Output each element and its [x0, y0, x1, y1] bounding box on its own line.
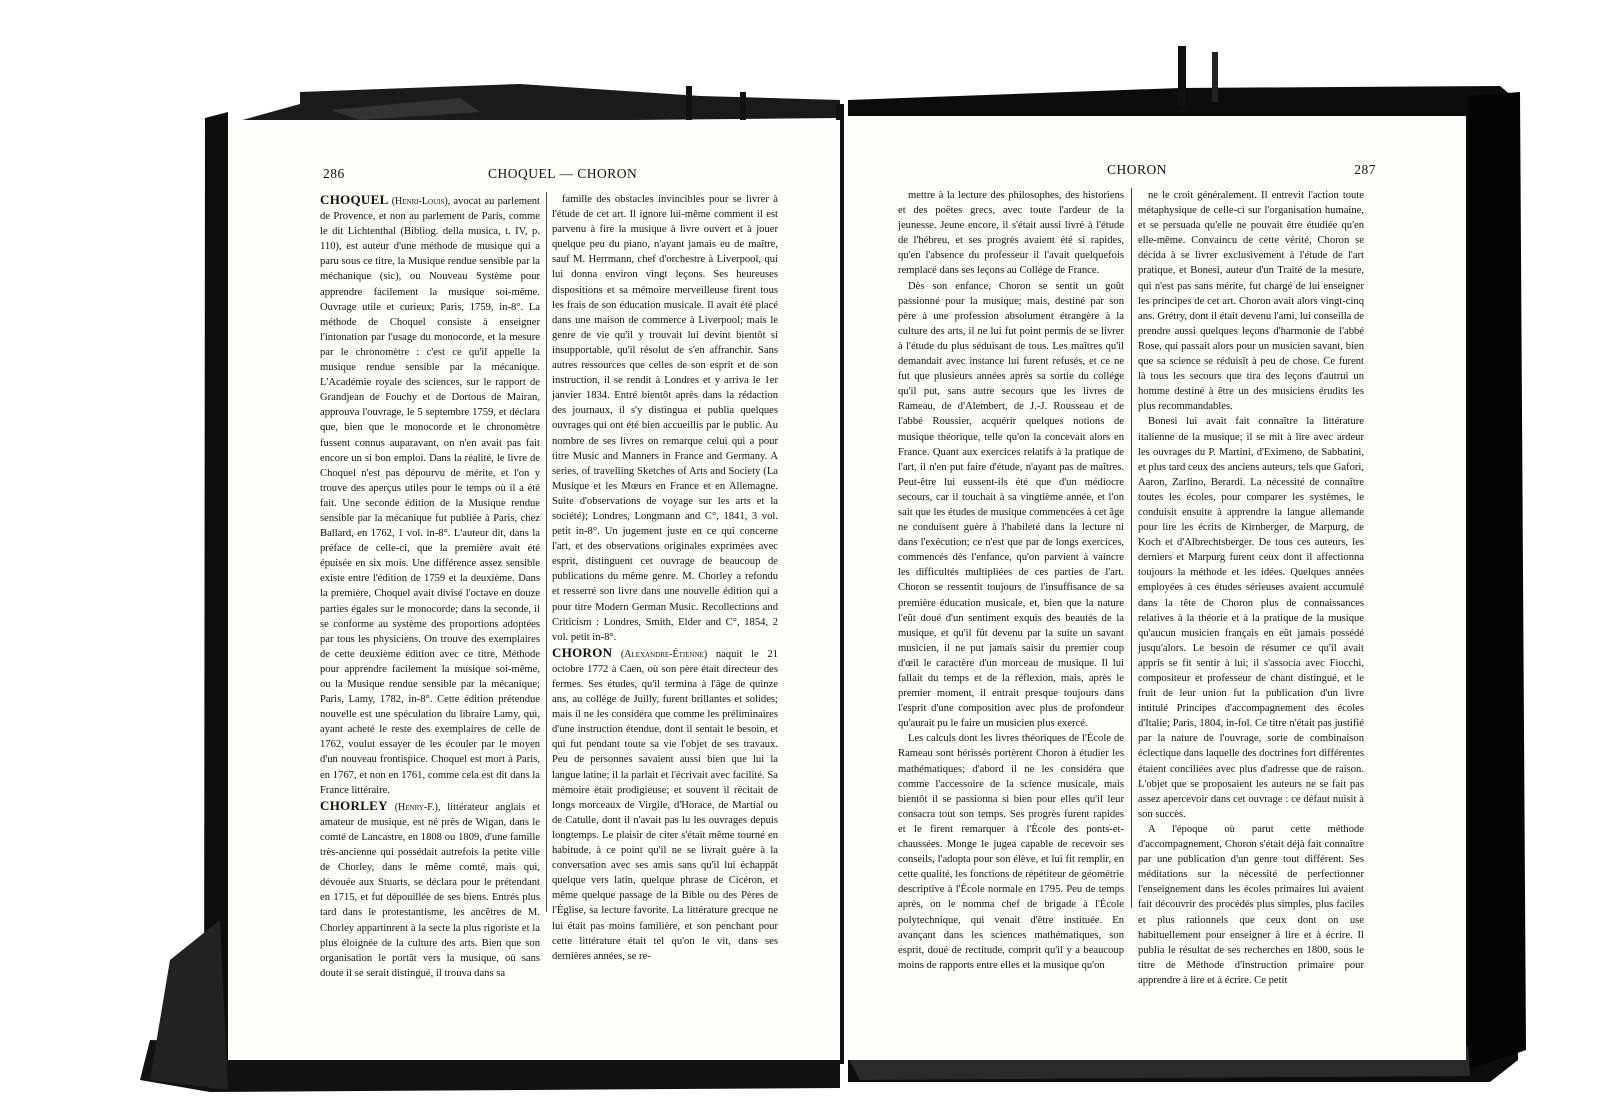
- entry-name: (Alexandre-Étienne): [612, 648, 716, 660]
- column-rule: [546, 192, 547, 912]
- entry-text: littérateur anglais et amateur de musique, est né près de Wigan, dans le comté de Lancastre, en 1808 ou 1809, d'une famille très-ancienne qui possédait autrefois la petite ville de Chorley, dans le même comté, mais qui, dévouée aux Stuarts, se déclara pour le prétendant en 1715, et fut dépouillée de ses biens. Entrés plus tard dans le protestantisme, les ancêtres de M. Chorley appartinrent à la secte la plus rigoriste et la plus éloignée de la culture des arts. Bien que son organisation le portât vers la musique, où sans doute il se serait distingué, il trouva dans sa: [320, 801, 540, 979]
- running-title: CHORON: [1106, 162, 1167, 177]
- running-head: [228, 166, 840, 186]
- paragraph: ne le croit généralement. Il entrevit l'action toute métaphysique de celle-ci sur l'organisation humaine, et se persuada qu'elle ne pouvait être étudiée qu'en elle-même. Convaincu de cette vérité, Choron se décida à se livrer exclusivement à l'étude de l'art pratique, et Bonesi, auteur d'un Traité de la mesure, qui n'est pas sans mérite, fut chargé de lui enseigner les principes de cet art. Choron avait alors vingt-cinq ans. Grétry, dont il était devenu l'ami, lui conseilla de prendre aussi quelques leçons d'harmonie de l'abbé Rose, qui passait alors pour un musicien savant, bien que sa science se réduisît à peu de chose. Ce furent là tous les secours que tira des leçons d'autrui un homme destiné à être un des musiciens érudits les plus recommandables.: [1138, 190, 1364, 413]
- paragraph: A l'époque où parut cette méthode d'accompagnement, Choron s'était déjà fait connaître par une publication d'un genre tout différent. Ses méditations sur la nécessité de perfectionner l'enseignement dans les écoles primaires lui avaient fait découvrir des procédés plus simples, plus faciles et plus rationnels que ceux dont on use habituellement pour enseigner à lire et à écrire. Il publia le résultat de ses recherches en 1800, sous le titre de Méthode d'instruction primaire pour apprendre à lire et à écrire. Ce petit: [1138, 823, 1364, 986]
- dictionary-entry: [552, 645, 778, 964]
- entry-headword: CHORLEY: [320, 797, 388, 813]
- running-title: CHOQUEL — CHORON: [488, 166, 638, 181]
- page-number: 286: [323, 166, 345, 181]
- column-right: [552, 192, 778, 964]
- page-number: 287: [1354, 162, 1376, 177]
- paragraph: famille des obstacles invincibles pour se livrer à l'étude de cet art. Il ignore lui-même comment il est parvenu à fire la musique à livre ouvert et à jouer quelque peu du piano, n'ayant jamais eu de maître, sauf M. Herrmann, chef d'orchestre à Liverpool, qui lui donna environ vingt leçons. Ses heureuses dispositions et sa mémoire merveilleuse firent tous les frais de son éducation musicale. Il avait été placé dans une maison de commerce à Liverpool; mais le genre de vie qu'il y trouvait lui devint bientôt si insupportable, qu'il résolut de s'en affranchir. Sans autres ressources que celles de son esprit et de son instruction, il se rendit à Londres et y arriva le 1er janvier 1834. Entré bientôt après dans la rédaction des journaux, il s'y distingua et publia quelques ouvrages qui ont été bien accueillis par le public. Au nombre de ses livres on remarque celui qui a pour titre Music and Manners in France and Germany. A series, of travelling Sketches of Arts and Society (La Musique et les Mœurs en France et en Allemagne. Suite d'observations de voyage sur les arts et la société); Londres, Longmann and C°, 1841, 3 vol. petit in-8°. Un jugement juste en ce qui concerne l'art, et des observations originales exprimées avec esprit, distinguent cet ouvrage de beaucoup de publications du même genre. M. Chorley a refondu et resserré son livre dans une nouvelle édition qui a pour titre Modern German Music. Recollections and Criticism : Londres, Smith, Elder and C°, 1854, 2 vol. petit in-8°.: [552, 194, 778, 643]
- column-rule: [1131, 188, 1132, 908]
- entry-headword: CHORON: [552, 644, 613, 660]
- left-page: [228, 120, 840, 1060]
- right-page: [848, 116, 1466, 1060]
- entry-headword: CHOQUEL: [320, 192, 389, 207]
- paragraph: Les calculs dont les livres théoriques de l'École de Rameau sont hérissés portèrent Choron à étudier les mathématiques; d'abord il ne les considéra que comme l'accessoire de la science musicale, mais bientôt il se passionna si bien pour elles qu'il leur consacra tout son temps. Ses progrès furent rapides et le firent remarquer à l'École des ponts-et-chaussées. Monge le jugea capable de recevoir ses conseils, l'adopta pour son élève, et lui fit remplir, en cette qualité, les fonctions de répétiteur de géométrie descriptive à l'École normale en 1795. Peu de temps après, on le nomma chef de brigade à l'École polytechnique, qui venait d'être instituée. En avançant dans les sciences mathématiques, son esprit, doué de rectitude, comprit qu'il y a beaucoup moins de rapports entre elles et la musique qu'on: [898, 733, 1124, 971]
- running-head: [848, 162, 1466, 182]
- entry-text: naquit le 21 octobre 1772 à Caen, où son père était directeur des fermes. Ses études, qu'il termina à l'âge de quinze ans, au collège de Juilly, furent brillantes et solides; mais il ne les considéra que comme les préliminaires d'une instruction étendue, dont il sentait le besoin, et qui fut pendant toute sa vie l'objet de ses travaux. Peu de personnes savaient aussi bien que lui la langue latine; il la parlait et l'écrivait avec facilité. Sa mémoire était prodigieuse; et souvent il récitait de longs morceaux de Virgile, d'Horace, de Martial ou de Catulle, dont il n'avait pas lu les ouvrages depuis longtemps. Le plaisir de citer s'était même tourné en habitude, à ce point qu'il ne se livrait guère à la conversation avec ses amis sans qu'il lui échappât quelque vers latin, quelque phrase de Cicéron, et même quelque passage de la Bible ou des Pères de l'Église, sa lecture favorite. La littérature grecque ne lui était pas moins familière, et son penchant pour cette littérature était tel qu'on le vit, dans ses dernières années, se re-: [552, 648, 779, 962]
- dictionary-entry: [320, 798, 540, 981]
- entry-text: avocat au parlement de Provence, et non au parlement de Paris, comme le dit Lichtenthal (Bibliog. della musica, t. IV, p. 110), est auteur d'une méthode de musique qui a paru sous ce titre, la Musique rendue sensible par la méchanique (sic), ou Nouveau Système pour apprendre facilement la musique soi-même. Ouvrage utile et curieux; Paris, 1759, in-8°. La méthode de Choquel consiste à enseigner l'intonation par l'usage du monocorde, et la mesure par le chronomètre : c'est ce qu'il appelle la musique rendue sensible par la mécanique. L'Académie royale des sciences, sur le rapport de Grandjean de Fouchy et de Dortous de Mairan, approuva l'ouvrage, le 5 septembre 1759, et déclara que, bien que le monocorde et le chronomètre fussent connus auparavant, on n'en avait pas fait encore un si bon emploi. Dans la réalité, le livre de Choquel n'est pas dépourvu de mérite, et l'on y trouve des aperçus utiles pour le temps où il a été fait. Une seconde édition de la Musique rendue sensible par la mécanique fut publiée à Paris, chez Ballard, en 1762, 1 vol. in-8°. L'auteur dit, dans la préface de celle-ci, que la première avait été épuisée en six mois. Une différence assez sensible existe entre l'édition de 1759 et la deuxième. Dans la première, Choquel avait divisé l'octave en douze parties égales sur le monocorde; dans la seconde, il se conforme au système des proportions adoptées par tous les physiciens. On trouve des exemplaires de cette deuxième édition avec ce titre, Méthode pour apprendre facilement la musique soi-même, ou la Musique rendue sensible par la mécanique; Paris, Lamy, 1782, in-8°. Cette édition prétendue nouvelle est une spéculation du libraire Lamy, qui, ayant acheté le reste des exemplaires de celle de 1762, voulut essayer de les écouler par le moyen d'un nouveau frontispice. Choquel est mort à Paris, en 1767, et non en 1761, comme cela est dit dans la France littéraire.: [320, 196, 540, 796]
- paragraph: Bonesi lui avait fait connaître la littérature italienne de la musique; il se mit à lire avec ardeur les ouvrages du P. Martini, d'Eximeno, de Sabbatini, et plus tard ceux des anciens auteurs, tels que Gafori, Aaron, Zarlino, Berardi. La nécessité de connaître toutes les écoles, pour comparer les systèmes, le conduisit ensuite à apprendre la langue allemande pour lire les écrits de Kirnberger, de Marpurg, de Koch et d'Albrechtsberger. De tous ces auteurs, les derniers et Marpurg furent ceux dont il affectionna toujours la méthode et les idées. Quelques années employées à ces études sérieuses avaient accumulé dans la tête de Choron plus de connaissances relatives à la théorie et à la pratique de la musique qu'aucun musicien français en eût jamais possédé jusqu'alors. Le besoin de résumer ce qu'il avait appris se fit sentir à lui; il s'associa avec Fiocchi, compositeur et professeur de chant distingué, et le fruit de leur union fut la publication d'un livre intitulé Principes d'accompagnement des écoles d'Italie; Paris, 1804, in-fol. Ce titre n'était pas justifié par la nature de l'ouvrage, sorte de combinaison éclectique dans laquelle des doctrines fort différentes étaient conciliées avec plus d'adresse que de raison. L'objet que se proposaient les auteurs ne se fait pas assez apercevoir dans cet ouvrage : ce défaut nuisit à son succès.: [1138, 416, 1364, 820]
- dictionary-entry: [320, 192, 540, 798]
- column-left: [320, 192, 540, 981]
- paragraph: Dès son enfance, Choron se sentit un goût passionné pour la musique; mais, destiné par son père à une profession absolument étrangère à la culture des arts, il ne lui fut point permis de se livrer à l'étude du plus séduisant de tous. Les maîtres qu'il demandait avec instance lui furent refusés, et ce ne fut que plusieurs années après sa sortie du collége qu'il put, sans autre secours que les livres de Rameau, de d'Alembert, de J.-J. Rousseau et de l'abbé Roussier, acquérir quelques notions de musique théorique, telle qu'on la concevait alors en France. Quant aux exercices relatifs à la pratique de l'art, il n'en put faire d'étude, n'ayant pas de maîtres. Peut-être lui eussent-ils été que d'un médiocre secours, car il touchait à sa vingtième année, et l'on sait que les études de musique commencées à cet âge ne conduisent guère à l'habileté dans la lecture ni dans l'exécution; ce n'est que par de longs exercices, commencés dès l'enfance, qu'on parvient à vaincre les difficultés multipliées de ces parties de l'art. Choron se ressentit toujours de l'insuffisance de sa première éducation musicale, et, bien que la nature l'eût doué d'un sentiment exquis des beautés de la musique, et qu'il fût devenu par la suite un savant musicien, il ne put jamais saisir du premier coup d'œil le caractère d'un morceau de musique. Il lui fallait du temps et de la réflexion, mais, après le premier moment, il entrait presque toujours dans l'esprit d'une composition avec plus de profondeur qu'aurait pu le faire un musicien plus exercé.: [898, 280, 1124, 730]
- column-right: [1138, 188, 1364, 988]
- entry-name: (Henri-Louis),: [388, 196, 454, 207]
- paragraph: mettre à la lecture des philosophes, des historiens et des poëtes grecs, avec toute l'ardeur de la jeunesse. Jeune encore, il s'était aussi livré à l'étude de l'hébreu, et ses progrès avaient été si rapides, qu'en l'absence du professeur il l'avait quelquefois remplacé dans ses leçons au Collége de France.: [898, 190, 1124, 277]
- column-left: [898, 188, 1124, 973]
- entry-name: (Henry-F.),: [387, 801, 448, 813]
